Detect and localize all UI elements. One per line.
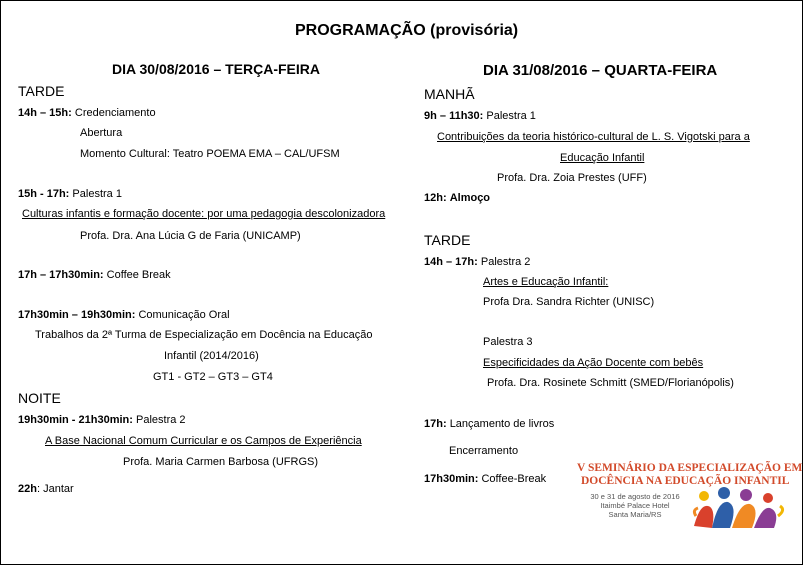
time-label: 22h <box>18 483 37 495</box>
activity: Coffee Break <box>106 269 171 281</box>
activity: Coffee-Break <box>481 473 547 485</box>
description: GT1 - GT2 – GT3 – GT4 <box>153 371 273 383</box>
seminar-dates: 30 e 31 de agosto de 2016 <box>590 492 680 501</box>
day2-heading: DIA 31/08/2016 – QUARTA-FEIRA <box>483 62 718 79</box>
day1-noite-label: NOITE <box>18 390 61 406</box>
day2-tarde-label: TARDE <box>424 232 471 248</box>
seminar-venue: Itaimbé Palace Hotel <box>600 501 670 510</box>
day1-block6-row <box>18 483 74 495</box>
day1-block3-row <box>18 269 171 281</box>
time-label: 12h: <box>424 192 447 204</box>
talk-title: Culturas infantis e formação docente: por uma pedagogia descolonizadora <box>22 208 386 220</box>
day2-block2-row <box>424 192 490 204</box>
time-label: 17h: <box>424 418 447 430</box>
time-label: 17h30min – 19h30min: <box>18 309 136 321</box>
day2-block1-row <box>424 110 536 122</box>
time-label: 14h – 17h: <box>424 256 478 268</box>
activity: Encerramento <box>449 445 519 457</box>
time-label: 19h30min - 21h30min: <box>18 414 133 426</box>
speaker: Profa. Maria Carmen Barbosa (UFRGS) <box>123 456 318 468</box>
day1-heading: DIA 30/08/2016 – TERÇA-FEIRA <box>112 61 320 77</box>
activity: Palestra 2 <box>136 414 186 426</box>
talk-title: A Base Nacional Comum Curricular e os Campos de Experiência <box>45 435 362 447</box>
speaker: Profa. Dra. Ana Lúcia G de Faria (UNICAMP) <box>80 230 301 242</box>
description: Infantil (2014/2016) <box>164 350 259 362</box>
description: Trabalhos da 2ª Turma de Especialização em Docência na Educação <box>35 329 373 341</box>
day1-block5-row <box>18 414 186 426</box>
seminar-city: Santa Maria/RS <box>608 510 662 519</box>
activity: Palestra 2 <box>480 256 531 268</box>
activity: Abertura <box>80 127 123 139</box>
time-label: 17h30min: <box>424 473 479 485</box>
activity: Lançamento de livros <box>449 418 555 430</box>
talk-title: Contribuições da teoria histórico-cultural de L. S. Vigotski para a <box>437 131 750 143</box>
talk-title: Especificidades da Ação Docente com bebês <box>483 357 704 369</box>
activity: Comunicação Oral <box>138 309 230 321</box>
day2-manha-label: MANHÃ <box>424 86 475 102</box>
seminar-logo-details <box>580 492 690 519</box>
activity: Palestra 1 <box>486 110 536 122</box>
day2-block5-row <box>424 473 546 485</box>
page-title: PROGRAMAÇÃO (provisória) <box>295 22 519 39</box>
talk-title: Educação Infantil <box>560 152 645 164</box>
seminar-logo-line2: DOCÊNCIA NA EDUCAÇÃO INFANTIL <box>581 475 790 487</box>
day1-block2-row <box>18 188 122 200</box>
day2-block3-row <box>424 256 530 268</box>
seminar-logo-line1: V SEMINÁRIO DA ESPECIALIZAÇÃO EM <box>577 462 803 474</box>
day1-block1-row <box>18 107 156 119</box>
activity: : Jantar <box>36 483 74 495</box>
day2-block4-row <box>424 418 554 430</box>
time-label: 9h – 11h30: <box>424 110 484 122</box>
time-label: 15h - 17h: <box>18 188 70 200</box>
day1-block4-row <box>18 309 230 321</box>
activity: Palestra 1 <box>72 188 122 200</box>
talk-title: Artes e Educação Infantil: <box>483 276 609 288</box>
activity: Almoço <box>449 192 491 204</box>
children-figures-logo-icon <box>690 486 790 531</box>
activity: Palestra 3 <box>483 336 533 348</box>
time-label: 17h – 17h30min: <box>18 269 104 281</box>
time-label: 14h – 15h: <box>18 107 72 119</box>
speaker: Profa. Dra. Rosinete Schmitt (SMED/Florianópolis) <box>487 377 734 389</box>
speaker: Profa. Dra. Zoia Prestes (UFF) <box>497 172 647 184</box>
day1-tarde-label: TARDE <box>18 83 65 99</box>
activity: Momento Cultural: Teatro POEMA EMA – CAL/UFSM <box>80 148 340 160</box>
speaker: Profa Dra. Sandra Richter (UNISC) <box>483 296 655 308</box>
activity: Credenciamento <box>74 107 156 119</box>
